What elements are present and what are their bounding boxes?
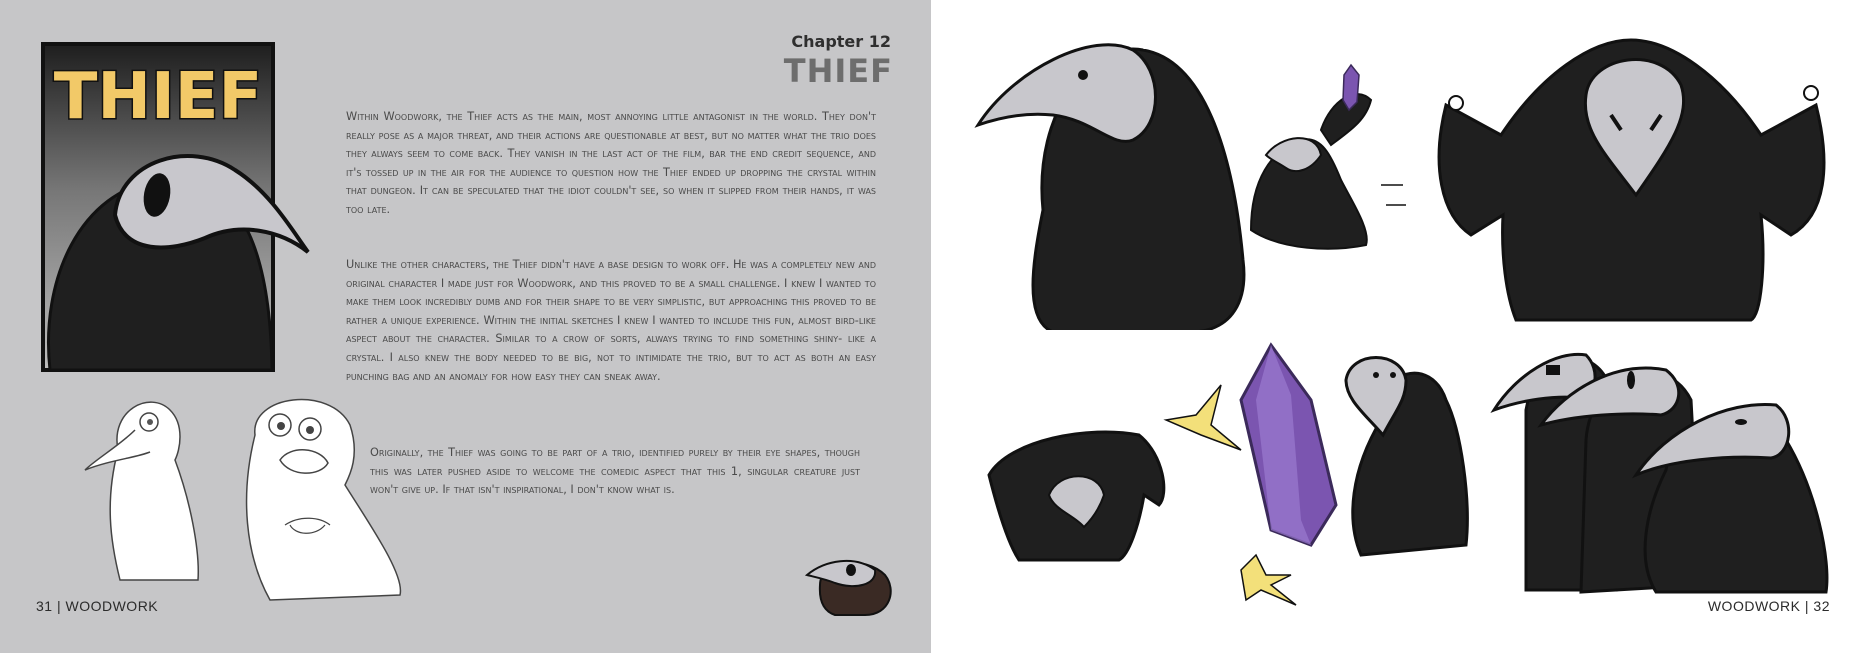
thief-head-icon — [805, 545, 895, 620]
body-paragraph-3: Originally, the Thief was going to be part of a trio, identified purely by their eye shapes, though this was later pushed aside to welcome the comedic aspect that this 1, singular creature just won't give up. If that isn't inspirational, I don't know what is. — [370, 446, 860, 497]
thief-crystal-scene-art — [1161, 340, 1491, 610]
chapter-title: THIEF — [783, 52, 893, 90]
sparkle-top — [1166, 385, 1241, 450]
cover-title-text: THIEF — [53, 60, 263, 134]
right-page — [931, 0, 1862, 653]
thief-arms-wide-art — [1431, 35, 1831, 335]
thief-running-art — [1231, 60, 1411, 260]
thief-sketch-1 — [80, 390, 220, 590]
thief-sketch-2 — [240, 385, 410, 615]
thief-large-head-art — [973, 30, 1253, 330]
footer-left: 31 | WOODWORK — [36, 598, 159, 614]
small-crystal — [1343, 65, 1359, 110]
chapter-label: Chapter 12 — [791, 32, 891, 51]
body-paragraph-1: Within Woodwork, the Thief acts as the main, most annoying little antagonist in the world. They don't really pose as a major threat, and their actions are questionable at best, but no matter what the trio does they always seem to come back. They vanish in the last act of the film, bar the end credit sequence, and it's tossed up in the air for the audience to question how the Thief ended up dropping the crystal within that dungeon. It can be speculated that the idiot couldn't see, so when it slipped from their hands, it was too late. — [346, 110, 877, 216]
cover-illustration — [40, 40, 340, 380]
sparkle-bottom — [1241, 555, 1296, 605]
thief-trio-art — [1486, 330, 1846, 600]
thief-hooded-art — [979, 415, 1169, 565]
footer-right: WOODWORK | 32 — [1707, 598, 1830, 614]
body-paragraph-2: Unlike the other characters, the Thief didn't have a base design to work off. He was a completely new and original character I made just for Woodwork, and this proved to be a small challenge. I knew I wanted to make them look incredibly dumb and for their shape to be very simplistic, but approaching this proved to be rather a unique experience. Within the initial sketches I knew I wanted to include this fun, almost bird-like aspect about the character. Similar to a crow of sorts, always trying to find something shiny- like a crystal. I also knew the body needed to be big, not to intimidate the trio, but to act as both an easy punching bag and an anomaly for how easy they can sneak away. — [346, 258, 876, 383]
